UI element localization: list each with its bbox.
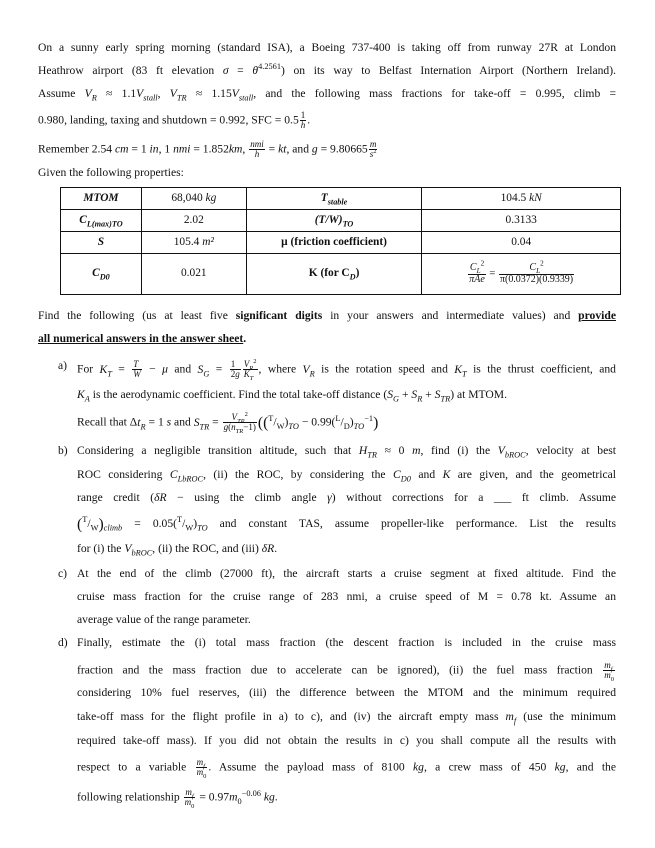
intro-line-1: On a sunny early spring morning (standard ISA), a Boeing 737-400 is taking off from runway 27R at London [38,41,616,54]
find-line-2: all numerical answers in the answer sheet. [38,332,247,345]
item-a-label: a) [58,359,68,372]
table-row: S 105.4 m² μ (friction coefficient) 0.04 [61,232,621,254]
item-a-line-1: For $K_T$ = $\frac{T}{W}$ − μ and $S_G$ = $\frac{1}{2g}$ $\frac{V_R^2}{K_T}$ , where $V_R$ is the rotation speed and $K_T$ is the thrust coefficient, and [77,357,616,383]
remember-line: Remember 2.54 cm = 1 in, 1 nmi = 1.852km, $\frac{\text{nmi}}{h}$ = kt, and g = 9.80665 $\frac{m}{s^2}$ [38,139,377,160]
find-line-1: Find the following (us at least five significant digits in your answers and intermediate values) and provide [38,309,616,322]
properties-table [60,187,621,295]
item-b-label: b) [58,444,68,457]
item-b-line-3: range credit (δR − using the climb angle γ) without corrections for a ___ ft climb. Assume [77,491,617,504]
item-c-line-2: cruise mass fraction for the cruise range of 283 nmi, a cruise speed of M = 0.78 kt. Assume an [77,590,616,603]
item-c-label: c) [58,567,68,580]
item-d-line-3: considering 10% fuel reserves, (iii) the difference between the MTOM and the minimum required [77,686,616,699]
item-c-line-3: average value of the range parameter. [77,613,251,626]
intro-line-2: Heathrow airport (83 ft elevation $\sigma = \theta^{4.2561}$) on its way to Belfast Internation Airport (Northern Ireland). [38,62,616,77]
item-a-line-2: $K_A$ is the aerodynamic coefficient. Find the total take-off distance $(S_G + S_R + S_{TR})$ at MTOM. [77,388,507,404]
item-d-line-7: following relationship $\frac{m_f}{m_0}$ = $0.97m_0^{-0.06}$ kg. [77,787,278,811]
item-b-line-1: Considering a negligible transition altitude, such that $H_{TR} \approx 0$ m, find (i) the $V_{bROC}$, velocity at best [77,444,616,460]
table-row: $C_{L(max)TO}$ 2.02 $(T/W)_{TO}$ 0.3133 [61,210,621,232]
given-line: Given the following properties: [38,166,184,179]
item-b-line-5: for (i) the $V_{bROC}$, (ii) the ROC, and (iii) δR. [77,542,278,558]
item-d-line-6: respect to a variable $\frac{m_f}{m_0}$ . Assume the payload mass of 8100 kg, a crew mass of 450 kg, and the [77,757,616,781]
item-b-line-2: ROC considering $C_{LbROC}$, (ii) the ROC, by considering the $C_{D0}$ and K are given, and the geometrical [77,468,616,484]
item-d-line-2: fraction and the mass fraction due to accelerate can be ignored), (ii) the fuel mass fraction $\frac{m_f}{m_0}$ [77,660,614,684]
intro-line-4: 0.980, landing, taxing and shutdown = 0.992, SFC = 0.5 $\frac{1}{h}$ . [38,110,311,131]
item-d-line-1: Finally, estimate the (i) total mass fraction (the descent fraction is included in the cruise mass [77,636,616,649]
item-b-line-4: $(^T/_W)_{climb} = 0.05(^T/_W)_{TO}$ and constant TAS, assume propeller-like performance. List the results [77,515,616,533]
table-row: MTOM 68,040 kg $T_{stable}$ 104.5 kN [61,188,621,210]
table-row: $C_{D0}$ 0.021 K (for $C_D$) $\frac{C_L^2}{\text{πAe}}$ = $\frac{C_L^2}{\pi(0.0372)(0.9339)}$ [61,254,621,295]
item-d-line-4: take-off mass for the flight profile in a) to c), and (iv) the aircraft empty mass $m_f$ (use the minimum [77,710,616,726]
intro-line-3: Assume $V_R \approx 1.1V_{stall}$, $V_{TR} \approx 1.15V_{stall}$, and the following mass fractions for take-off = 0.995, climb = [38,87,617,103]
item-a-line-3: Recall that $\Delta t_R = 1$ s and $S_{TR}$ = $\frac{V_{TR}^2}{g(n_{TR}-1)}$ $((^T/_W)_{TO} - 0.99(^L/_D)_{TO}^{-1})$ [77,410,379,436]
item-d-label: d) [58,636,68,649]
item-d-line-5: required take-off mass). If you did not obtain the results in c) you shall compute all the results with [77,734,616,747]
item-c-line-1: At the end of the climb (27000 ft), the aircraft starts a cruise segment at fixed altitude. Find the [77,567,616,580]
